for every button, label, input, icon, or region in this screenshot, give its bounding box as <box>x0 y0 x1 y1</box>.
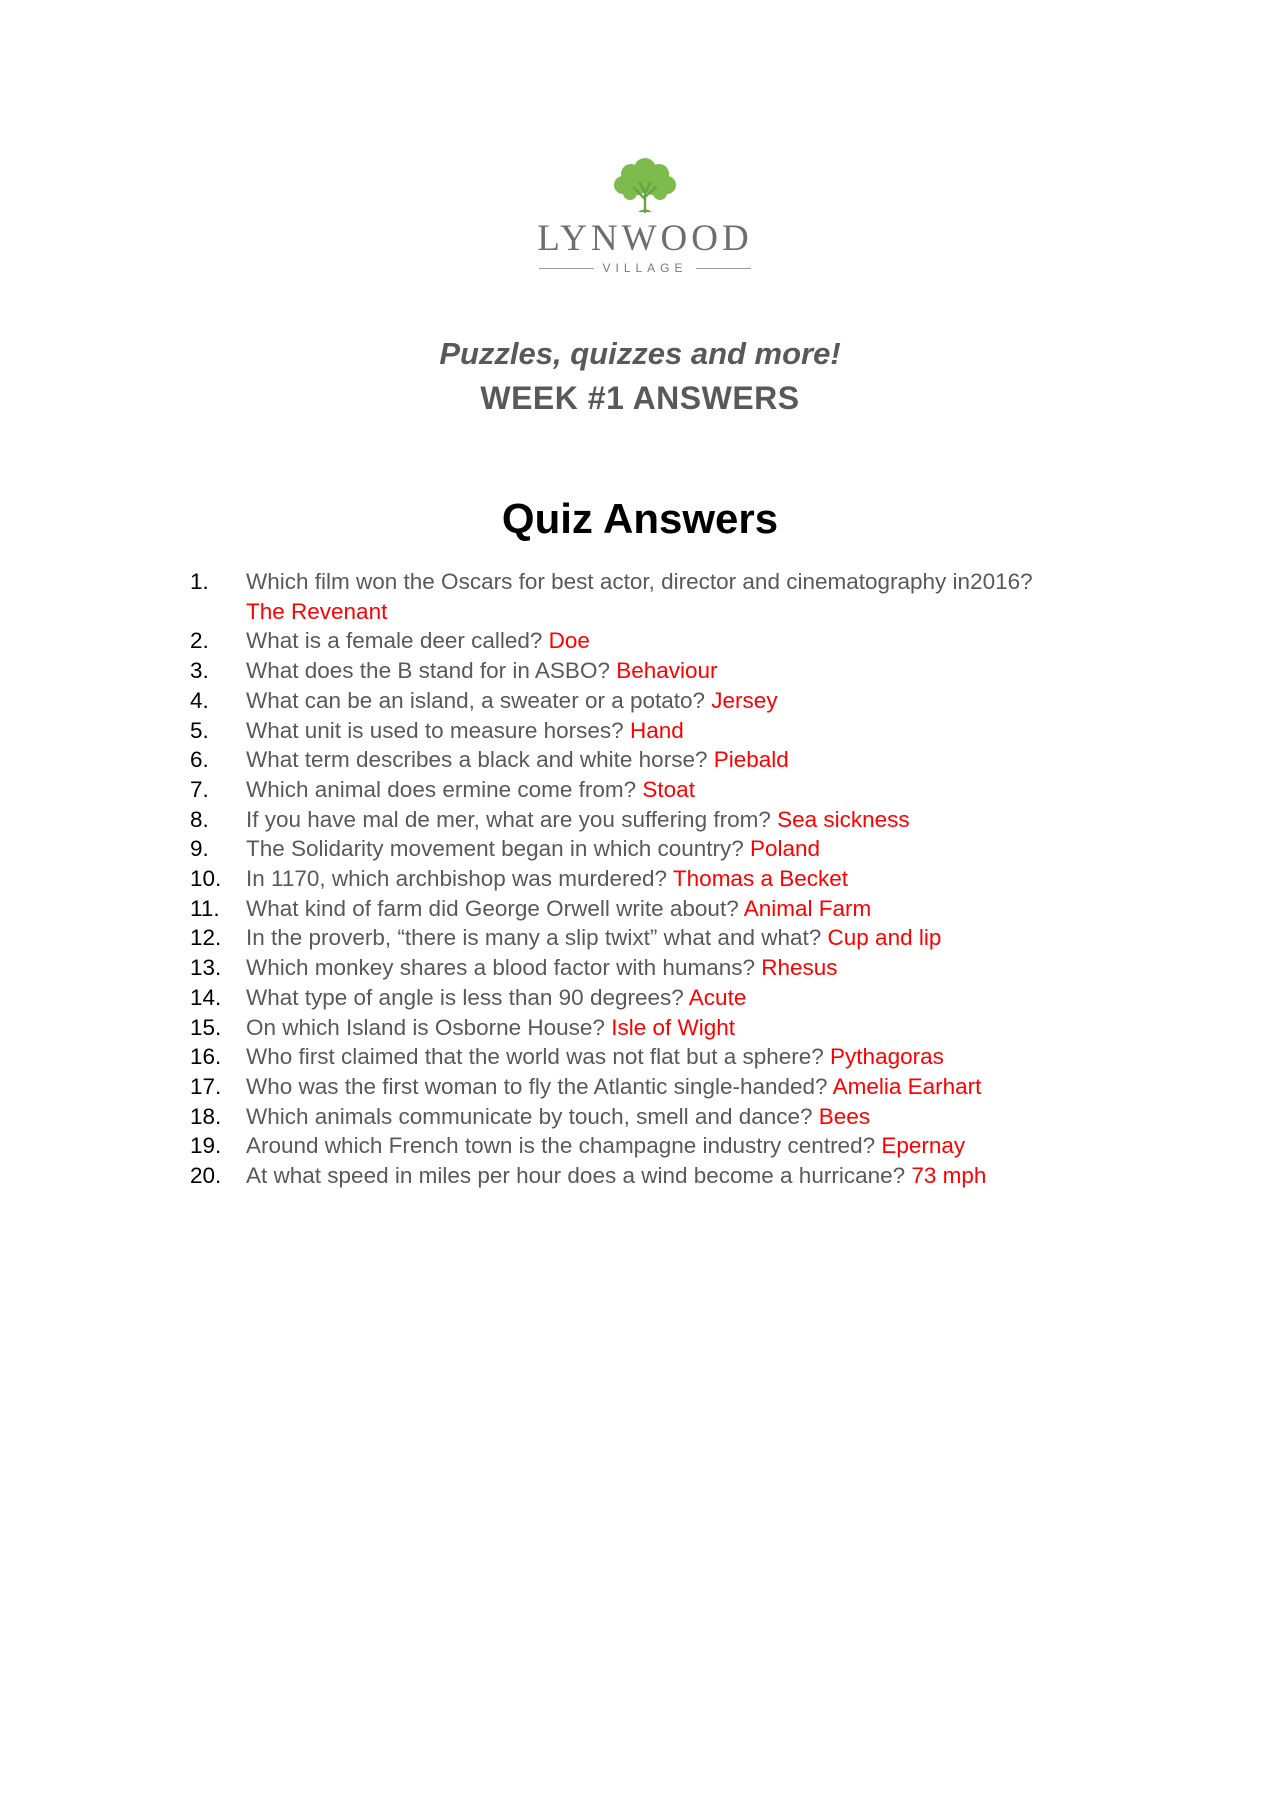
logo-wordmark: LYNWOOD <box>537 218 753 259</box>
quiz-item-number: 10. <box>190 866 222 892</box>
quiz-question: What type of angle is less than 90 degrees? <box>246 984 689 1010</box>
quiz-question: Which monkey shares a blood factor with humans? <box>246 955 762 981</box>
logo-rule-left <box>539 268 594 269</box>
logo-subtitle-text: VILLAGE <box>602 261 688 275</box>
quiz-answer: Rhesus <box>761 955 838 981</box>
quiz-item <box>190 1013 1110 1043</box>
quiz-item-number: 13. <box>190 955 222 981</box>
quiz-answer: Jersey <box>711 687 778 713</box>
quiz-item <box>190 626 1110 656</box>
quiz-answer: Pythagoras <box>830 1044 944 1070</box>
quiz-item <box>190 834 1110 864</box>
quiz-question: What is a female deer called? <box>246 628 549 654</box>
quiz-item-number: 20. <box>190 1163 222 1189</box>
quiz-answer: Poland <box>750 836 821 862</box>
tree-icon <box>610 155 680 213</box>
page-tagline: Puzzles, quizzes and more! <box>439 336 841 371</box>
quiz-item <box>190 775 1110 805</box>
quiz-item-number: 15. <box>190 1014 222 1040</box>
quiz-answer: The Revenant <box>246 598 388 624</box>
section-title: Quiz Answers <box>501 495 779 542</box>
quiz-item <box>190 923 1110 953</box>
quiz-item <box>190 745 1110 775</box>
quiz-question: What does the B stand for in ASBO? <box>246 658 617 684</box>
quiz-question: What unit is used to measure horses? <box>246 717 630 743</box>
quiz-question: Who first claimed that the world was not flat but a sphere? <box>246 1044 831 1070</box>
quiz-question: Around which French town is the champagne industry centred? <box>246 1133 882 1159</box>
quiz-item-number: 3. <box>190 658 209 684</box>
quiz-item-number: 2. <box>190 628 209 654</box>
logo-subtitle <box>530 261 760 275</box>
quiz-question: Which animals communicate by touch, smell and dance? <box>246 1103 819 1129</box>
quiz-answer: Bees <box>818 1103 871 1129</box>
quiz-item <box>190 864 1110 894</box>
quiz-answer: Amelia Earhart <box>832 1073 982 1099</box>
quiz-answer: Sea sickness <box>777 806 910 832</box>
quiz-question: What can be an island, a sweater or a potato? <box>246 687 712 713</box>
quiz-question: What kind of farm did George Orwell write about? <box>246 895 744 921</box>
quiz-answer: 73 mph <box>911 1163 987 1189</box>
quiz-item-number: 11. <box>190 895 220 921</box>
quiz-question: If you have mal de mer, what are you suffering from? <box>246 806 778 832</box>
quiz-item <box>190 716 1110 746</box>
quiz-question: Which animal does ermine come from? <box>246 776 643 802</box>
quiz-item-number: 8. <box>190 806 209 832</box>
quiz-item <box>190 1072 1110 1102</box>
quiz-question: In 1170, which archbishop was murdered? <box>246 866 673 892</box>
quiz-question: On which Island is Osborne House? <box>246 1014 612 1040</box>
quiz-answer: Animal Farm <box>743 895 872 921</box>
quiz-item <box>190 1131 1110 1161</box>
quiz-answer: Acute <box>688 984 747 1010</box>
quiz-item <box>190 1161 1110 1191</box>
quiz-item-number: 17. <box>190 1073 222 1099</box>
lynwood-logo <box>530 155 760 285</box>
quiz-answer: Behaviour <box>616 658 718 684</box>
quiz-item <box>190 656 1110 686</box>
quiz-answer: Piebald <box>713 747 789 773</box>
quiz-item <box>190 1042 1110 1072</box>
quiz-item-number: 6. <box>190 747 209 773</box>
quiz-question: Which film won the Oscars for best actor, director and cinematography in2016? <box>246 569 1033 594</box>
quiz-answer: Thomas a Becket <box>672 866 848 892</box>
quiz-question: The Solidarity movement began in which country? <box>246 836 751 862</box>
quiz-answer: Doe <box>548 628 590 654</box>
quiz-item <box>190 1102 1110 1132</box>
quiz-question: In the proverb, “there is many a slip twixt” what and what? <box>246 925 828 951</box>
quiz-answer: Stoat <box>642 776 695 802</box>
quiz-item <box>190 686 1110 716</box>
quiz-answer: Hand <box>629 717 684 743</box>
quiz-question: At what speed in miles per hour does a wind become a hurricane? <box>246 1163 912 1189</box>
quiz-item-number: 18. <box>190 1103 222 1129</box>
quiz-item-number: 14. <box>190 984 222 1010</box>
quiz-item-number: 7. <box>190 776 209 802</box>
quiz-answer: Epernay <box>881 1133 966 1159</box>
quiz-item <box>190 983 1110 1013</box>
quiz-item-number: 9. <box>190 836 209 862</box>
quiz-item-number: 12. <box>190 925 222 951</box>
quiz-item <box>190 805 1110 835</box>
quiz-item-number: 16. <box>190 1044 222 1070</box>
quiz-item <box>190 567 1110 626</box>
quiz-answer: Cup and lip <box>827 925 942 951</box>
page-subheading: WEEK #1 ANSWERS <box>480 380 800 416</box>
quiz-answer: Isle of Wight <box>611 1014 735 1040</box>
quiz-question: What term describes a black and white horse? <box>246 747 714 773</box>
quiz-item <box>190 894 1110 924</box>
quiz-item-number: 19. <box>190 1133 222 1159</box>
quiz-question: Who was the first woman to fly the Atlantic single-handed? <box>246 1073 833 1099</box>
quiz-answers-list <box>190 567 1110 1191</box>
quiz-item <box>190 953 1110 983</box>
quiz-item-number: 5. <box>190 717 209 743</box>
quiz-item-number: 1. <box>190 569 209 594</box>
logo-rule-right <box>696 268 751 269</box>
quiz-item-number: 4. <box>190 687 209 713</box>
